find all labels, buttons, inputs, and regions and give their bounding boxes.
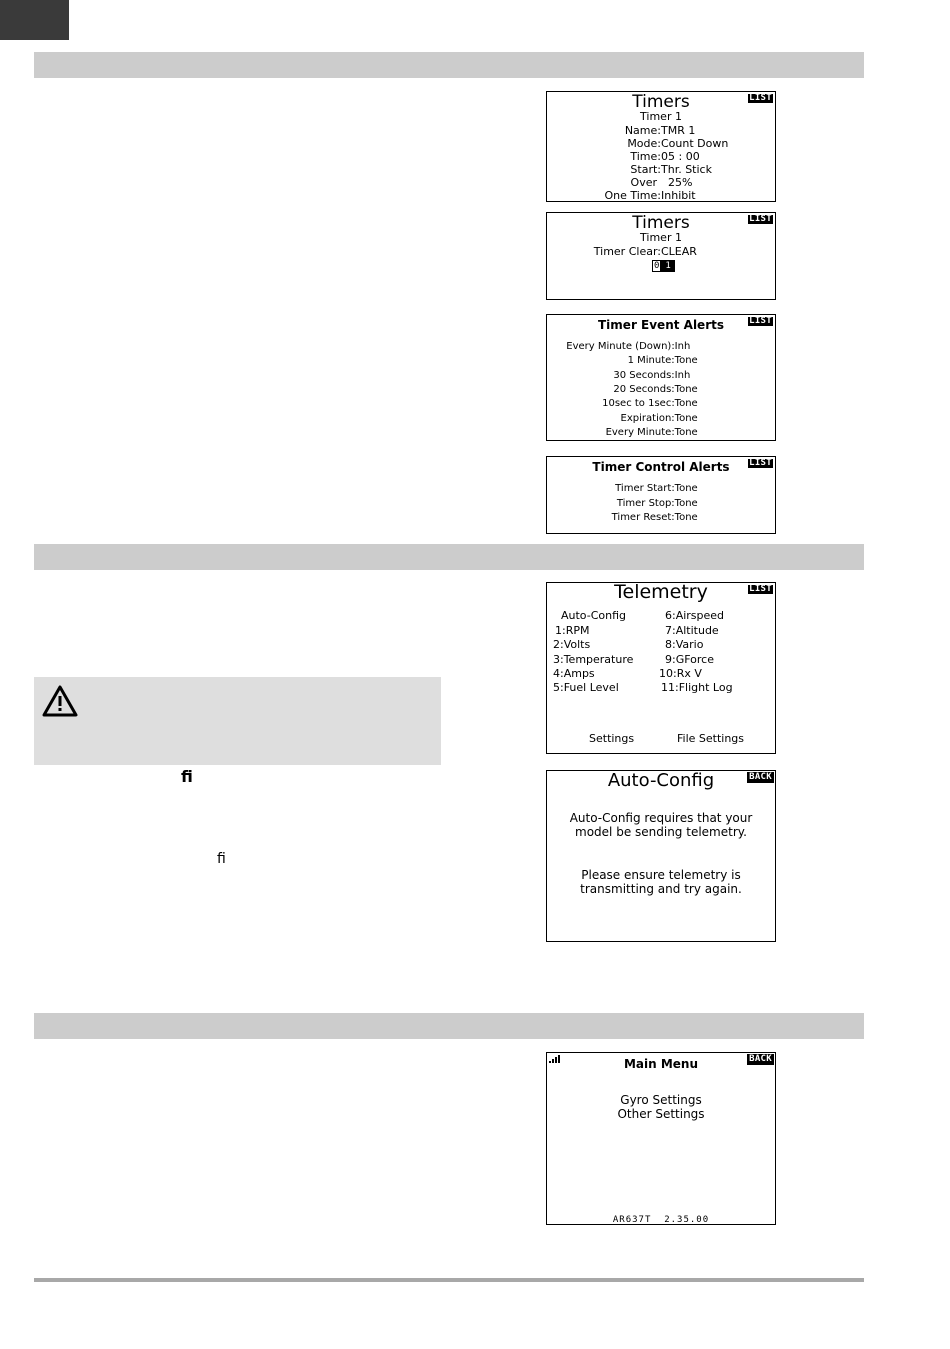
screen-title: Main Menu	[623, 1057, 699, 1071]
list-button[interactable]: LIST	[749, 93, 772, 103]
setting-row-name[interactable]	[547, 124, 775, 138]
setting-value: 25%	[661, 176, 693, 189]
alert-value: Tone	[674, 413, 698, 424]
telemetry-item-gforce[interactable]: 9:GForce	[665, 653, 714, 666]
setting-value: TMR 1	[661, 124, 696, 137]
timer-counter	[652, 261, 675, 271]
alert-value: Tone	[674, 398, 698, 409]
alert-value: Inh	[674, 341, 691, 352]
lcd-screen-telemetry	[546, 582, 776, 754]
lcd-screen-timer-event-alerts	[546, 314, 776, 441]
telemetry-item-fuel-level[interactable]: 5:Fuel Level	[553, 681, 619, 694]
setting-row-over[interactable]	[547, 176, 775, 190]
alert-row[interactable]	[547, 370, 775, 384]
setting-label: Timer Clear:	[593, 245, 661, 258]
setting-label: Start:	[630, 163, 661, 176]
menu-item-gyro-settings[interactable]: Gyro Settings	[620, 1093, 702, 1107]
alert-label: Timer Reset:	[611, 512, 675, 523]
text-glyph-fi: ﬁ	[217, 851, 226, 867]
counter-count: 1	[661, 260, 674, 272]
setting-label: Mode:	[627, 137, 661, 150]
setting-value: Thr. Stick	[661, 163, 712, 176]
lcd-screen-timer-clear	[546, 212, 776, 300]
page-corner-tab	[0, 0, 69, 40]
alert-value: Tone	[674, 384, 698, 395]
alert-value: Tone	[674, 355, 698, 366]
screen-title: Timers	[632, 213, 690, 233]
alert-row[interactable]	[547, 384, 775, 398]
back-button[interactable]: BACK	[749, 1054, 772, 1064]
message-line: Please ensure telemetry is	[581, 868, 741, 882]
alert-value: Tone	[674, 427, 698, 438]
alert-label: Expiration:	[620, 413, 675, 424]
back-button[interactable]: BACK	[749, 772, 772, 782]
lcd-screen-auto-config	[546, 770, 776, 942]
firmware-version: AR637T 2.35.00	[612, 1215, 710, 1225]
telemetry-item-altitude[interactable]: 7:Altitude	[665, 624, 719, 637]
alert-value: Tone	[674, 483, 698, 494]
alert-row[interactable]	[547, 512, 775, 526]
telemetry-item-vario[interactable]: 8:Vario	[665, 638, 704, 651]
telemetry-item-rpm[interactable]: 1:RPM	[555, 624, 590, 637]
telemetry-item-rx-v[interactable]: 10:Rx V	[659, 667, 702, 680]
alert-row[interactable]	[547, 355, 775, 369]
footer-divider	[34, 1278, 864, 1282]
list-button[interactable]: LIST	[749, 316, 772, 326]
lcd-screen-main-menu	[546, 1052, 776, 1225]
message-line: transmitting and try again.	[580, 882, 742, 896]
alert-label: 30 Seconds:	[613, 370, 675, 381]
settings-button[interactable]: Settings	[589, 732, 635, 745]
setting-value: Inhibit	[661, 189, 696, 202]
section-header-bar-timers	[34, 52, 864, 78]
alert-row[interactable]	[547, 341, 775, 355]
alert-row[interactable]	[547, 483, 775, 497]
timer-subtitle: Timer 1	[640, 231, 682, 244]
screen-title: Auto-Config	[607, 770, 715, 791]
setting-row-timer-clear[interactable]	[547, 245, 775, 259]
list-button[interactable]: LIST	[749, 584, 772, 594]
alert-row[interactable]	[547, 427, 775, 441]
alert-row[interactable]	[547, 498, 775, 512]
setting-label: Name:	[624, 124, 661, 137]
counter-elapsed: 0	[654, 261, 660, 271]
telemetry-item-airspeed[interactable]: 6:Airspeed	[665, 609, 725, 622]
setting-row-time[interactable]	[547, 150, 775, 164]
setting-row-mode[interactable]	[547, 137, 775, 151]
screen-title: Telemetry	[614, 582, 708, 603]
telemetry-item-amps[interactable]: 4:Amps	[553, 667, 595, 680]
alert-value: Tone	[674, 498, 698, 509]
setting-value: Count Down	[661, 137, 729, 150]
alert-label: Timer Stop:	[616, 498, 675, 509]
alert-row[interactable]	[547, 398, 775, 412]
telemetry-item-volts[interactable]: 2:Volts	[553, 638, 591, 651]
setting-value: 05 : 00	[661, 150, 700, 163]
menu-item-other-settings[interactable]: Other Settings	[617, 1107, 705, 1121]
file-settings-button[interactable]: File Settings	[677, 732, 745, 745]
screen-title: Timers	[632, 92, 690, 112]
alert-label: 20 Seconds:	[613, 384, 675, 395]
alert-label: 10sec to 1sec:	[602, 398, 675, 409]
alert-label: Every Minute:	[605, 427, 675, 438]
message-line: Auto-Config requires that your	[569, 811, 753, 825]
telemetry-item-flight-log[interactable]: 11:Flight Log	[661, 681, 733, 694]
alert-value: Inh	[674, 370, 691, 381]
setting-label: One Time:	[604, 189, 661, 202]
lcd-screen-timer-control-alerts	[546, 456, 776, 534]
setting-value: CLEAR	[661, 245, 697, 258]
warning-triangle-icon	[42, 685, 78, 717]
timer-subtitle: Timer 1	[640, 110, 682, 123]
alert-label: 1 Minute:	[627, 355, 675, 366]
alert-label: Timer Start:	[615, 483, 675, 494]
setting-label: Over	[630, 176, 657, 189]
section-header-bar-main-menu	[34, 1013, 864, 1039]
setting-label: Time:	[630, 150, 661, 163]
list-button[interactable]: LIST	[749, 458, 772, 468]
section-header-bar-telemetry	[34, 544, 864, 570]
telemetry-item-auto-config[interactable]: Auto-Config	[561, 609, 627, 622]
warning-box	[34, 677, 441, 765]
setting-row-one-time[interactable]	[547, 189, 775, 202]
setting-row-start[interactable]	[547, 163, 775, 177]
text-glyph-fi: ﬁ	[181, 767, 193, 786]
alert-row[interactable]	[547, 413, 775, 427]
screen-title: Timer Event Alerts	[598, 318, 724, 332]
list-button[interactable]: LIST	[749, 214, 772, 224]
alert-label: Every Minute (Down):	[566, 341, 675, 352]
screen-title: Timer Control Alerts	[592, 460, 730, 474]
lcd-screen-timers	[546, 91, 776, 202]
telemetry-item-temperature[interactable]: 3:Temperature	[553, 653, 634, 666]
alert-value: Tone	[674, 512, 698, 523]
message-line: model be sending telemetry.	[575, 825, 747, 839]
